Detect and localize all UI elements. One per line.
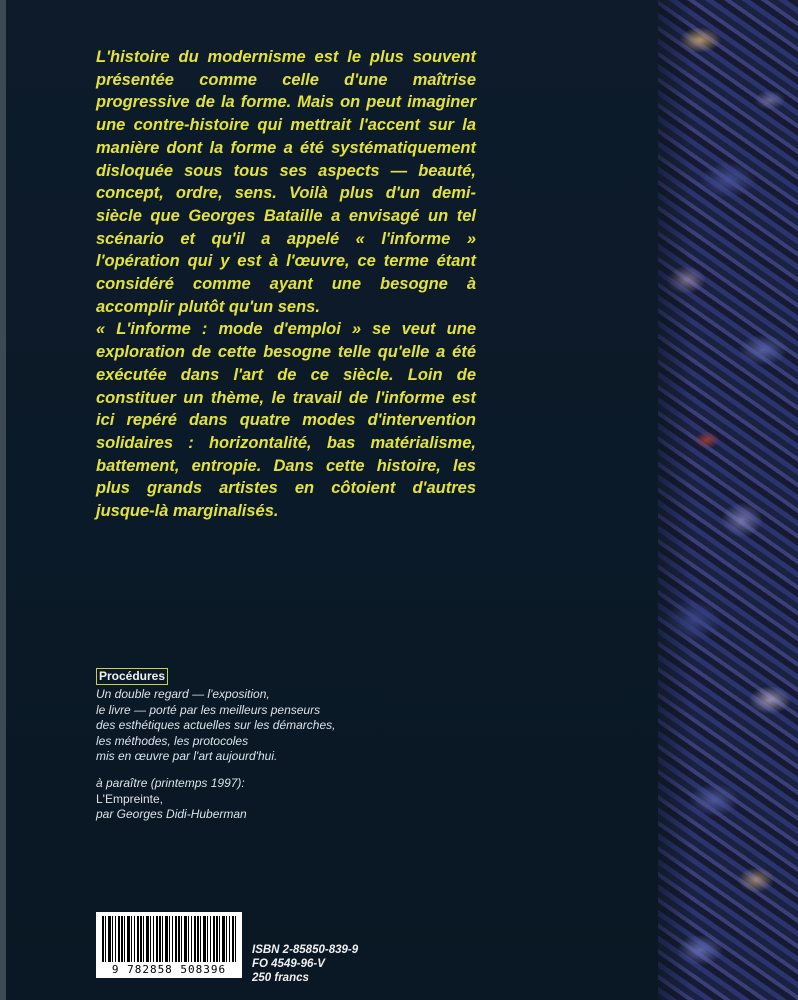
barcode-number: 9 782858 508396 <box>111 963 227 976</box>
series-line: les méthodes, les protocoles <box>96 733 249 748</box>
forthcoming-author: par Georges Didi-Huberman <box>96 807 247 822</box>
series-line: Un double regard — l'exposition, <box>96 687 270 701</box>
blurb-paragraph-1: L'histoire du modernisme est le plus souvent présentée comme celle d'une maîtrise progressive de la forme. Mais on peut imaginer une contre-histoire qui mettrait l'accent sur la manière dont la forme a été systématiquement disloquée sous tous ses aspects — beauté, concept, ordre, sens. Voilà plus d'un demi-siècle que Georges Bataille a envisagé un tel scénario et qu'il a appelé « l'informe » l'opération qui y est à l'œuvre, ce terme étant considéré comme ayant une besogne à accomplir plutôt qu'un sens. <box>96 48 476 316</box>
painting-shade <box>658 0 798 1000</box>
barcode-bars <box>102 916 236 962</box>
spine-edge <box>0 0 6 1000</box>
series-line: mis en œuvre par l'art aujourd'hui. <box>96 749 278 764</box>
series-line: des esthétiques actuelles sur les démarches, <box>96 718 336 733</box>
blurb-text <box>96 46 476 523</box>
forthcoming-block <box>96 776 416 823</box>
blurb-paragraph-2: « L'informe : mode d'emploi » se veut une exploration de cette besogne telle qu'elle a été exécutée dans l'art de ce siècle. Loin de constituer un thème, le travail de l'informe est ici repéré dans quatre modes d'intervention solidaires : horizontalité, bas matérialisme, battement, entropie. Dans cette histoire, les plus grands artistes en côtoient d'autres jusque-là marginalisés. <box>96 320 476 521</box>
reference-code: FO 4549-96-V <box>252 958 325 970</box>
series-line: le livre — porté par les meilleurs penseurs <box>96 702 321 717</box>
series-label: Procédures <box>96 668 168 685</box>
series-block <box>96 668 426 765</box>
forthcoming-intro: à paraître (printemps 1997): <box>96 776 245 790</box>
price-label: 250 francs <box>252 972 309 984</box>
isbn-code: ISBN 2-85850-839-9 <box>252 944 359 956</box>
barcode <box>96 912 242 978</box>
forthcoming-title: L'Empreinte, <box>96 791 163 806</box>
publication-codes <box>252 943 358 985</box>
